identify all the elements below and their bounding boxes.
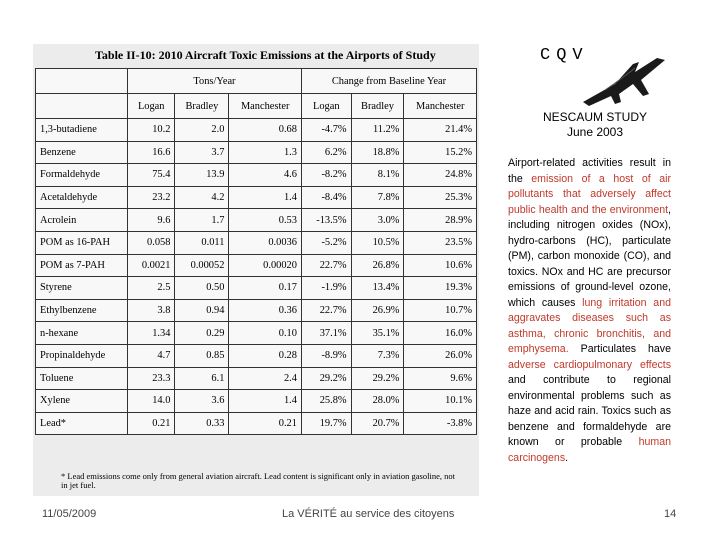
study-title bbox=[520, 110, 670, 140]
table-cell: 3.7 bbox=[175, 141, 229, 164]
table-cell: 3.6 bbox=[175, 390, 229, 413]
table-cell: 0.00020 bbox=[229, 254, 302, 277]
table-body bbox=[36, 119, 477, 435]
table-cell: 18.8% bbox=[351, 141, 404, 164]
table-cell: 26.8% bbox=[351, 254, 404, 277]
table-cell: 3.8 bbox=[128, 299, 175, 322]
pollutant-name: Propinaldehyde bbox=[36, 344, 128, 367]
table-cell: 7.3% bbox=[351, 344, 404, 367]
airplane-icon bbox=[575, 50, 670, 112]
table-cell: 0.68 bbox=[229, 119, 302, 142]
pollutant-name: Ethylbenzene bbox=[36, 299, 128, 322]
table-cell: -13.5% bbox=[301, 209, 351, 232]
table-cell: 0.0036 bbox=[229, 231, 302, 254]
page-number: 14 bbox=[664, 508, 677, 520]
table-row bbox=[36, 231, 477, 254]
pollutant-name: 1,3-butadiene bbox=[36, 119, 128, 142]
study-date: June 2003 bbox=[566, 125, 624, 139]
table-cell: -8.4% bbox=[301, 186, 351, 209]
desc-part-5: . bbox=[565, 451, 569, 464]
table-cell: 26.0% bbox=[404, 344, 477, 367]
table-cell: 0.21 bbox=[229, 412, 302, 435]
table-cell: 25.8% bbox=[301, 390, 351, 413]
table-cell: -4.7% bbox=[301, 119, 351, 142]
table-cell: 10.5% bbox=[351, 231, 404, 254]
table-cell: -1.9% bbox=[301, 277, 351, 300]
table-corner-cell bbox=[36, 69, 128, 94]
table-cell: 10.2 bbox=[128, 119, 175, 142]
table-cell: 25.3% bbox=[404, 186, 477, 209]
table-cell: 1.4 bbox=[229, 390, 302, 413]
table-cell: 0.29 bbox=[175, 322, 229, 345]
table-cell: 0.28 bbox=[229, 344, 302, 367]
table-cell: 21.4% bbox=[404, 119, 477, 142]
table-cell: 75.4 bbox=[128, 164, 175, 187]
table-cell: 4.6 bbox=[229, 164, 302, 187]
pollutant-name: Toluene bbox=[36, 367, 128, 390]
pollutant-name: Styrene bbox=[36, 277, 128, 300]
desc-part-2: , including nitrogen oxides (NOx), hydro-carbons (HC), particulate (PM), carbon monoxide (CO), and toxics. NOx and HC are precursor emissions of ground-level ozone, which causes bbox=[508, 203, 671, 309]
table-cell: 0.0021 bbox=[128, 254, 175, 277]
table-cell: 0.00052 bbox=[175, 254, 229, 277]
table-row bbox=[36, 412, 477, 435]
table-cell: 4.2 bbox=[175, 186, 229, 209]
table-cell: 1.3 bbox=[229, 141, 302, 164]
table-cell: 1.7 bbox=[175, 209, 229, 232]
pollutant-name: Benzene bbox=[36, 141, 128, 164]
cqv-logo bbox=[535, 42, 675, 112]
table-cell: 28.0% bbox=[351, 390, 404, 413]
table-cell: 0.10 bbox=[229, 322, 302, 345]
table-cell: 0.17 bbox=[229, 277, 302, 300]
table-cell: 10.1% bbox=[404, 390, 477, 413]
table-cell: -3.8% bbox=[404, 412, 477, 435]
table-title: Table II-10: 2010 Aircraft Toxic Emissions at the Airports of Study bbox=[95, 48, 436, 62]
table-row bbox=[36, 119, 477, 142]
table-row bbox=[36, 209, 477, 232]
desc-highlight-2: lung irritation and aggravates diseases such as asthma, chronic bronchitis, and emphysema. bbox=[508, 296, 671, 355]
pollutant-name: Acrolein bbox=[36, 209, 128, 232]
pollutant-name: Xylene bbox=[36, 390, 128, 413]
column-header: Manchester bbox=[404, 94, 477, 119]
table-cell: -8.9% bbox=[301, 344, 351, 367]
logo-text: CQV bbox=[540, 46, 589, 65]
pollutant-name: Lead* bbox=[36, 412, 128, 435]
desc-part-3: Particulates have bbox=[568, 343, 671, 355]
table-cell: -5.2% bbox=[301, 231, 351, 254]
table-cell: 13.9 bbox=[175, 164, 229, 187]
table-cell: 0.94 bbox=[175, 299, 229, 322]
table-cell: 37.1% bbox=[301, 322, 351, 345]
footer-center-text: La VÉRITÉ au service des citoyens bbox=[282, 508, 455, 520]
description-paragraph bbox=[508, 156, 671, 466]
table-cell: 10.7% bbox=[404, 299, 477, 322]
table-cell: 23.5% bbox=[404, 231, 477, 254]
desc-highlight-4: human carcinogens bbox=[508, 436, 671, 464]
table-cell: 0.21 bbox=[128, 412, 175, 435]
desc-highlight-3: adverse cardiopulmonary effects bbox=[508, 358, 671, 371]
table-cell: 0.50 bbox=[175, 277, 229, 300]
table-footnote: * Lead emissions come only from general aviation aircraft. Lead content is significant only in aviation gasoline, not in jet fuel. bbox=[61, 471, 455, 490]
table-row bbox=[36, 254, 477, 277]
table-cell: 2.4 bbox=[229, 367, 302, 390]
table-row bbox=[36, 277, 477, 300]
table-cell: 2.0 bbox=[175, 119, 229, 142]
table-cell: 6.1 bbox=[175, 367, 229, 390]
table-row bbox=[36, 390, 477, 413]
table-cell: 1.4 bbox=[229, 186, 302, 209]
column-header: Logan bbox=[128, 94, 175, 119]
table-row bbox=[36, 322, 477, 345]
pollutant-name: Acetaldehyde bbox=[36, 186, 128, 209]
table-cell: 0.33 bbox=[175, 412, 229, 435]
table-cell: 1.34 bbox=[128, 322, 175, 345]
table-cell: 0.058 bbox=[128, 231, 175, 254]
table-cell: 19.3% bbox=[404, 277, 477, 300]
table-cell: 23.3 bbox=[128, 367, 175, 390]
table-cell: 29.2% bbox=[301, 367, 351, 390]
table-cell: 7.8% bbox=[351, 186, 404, 209]
pollutant-name: n-hexane bbox=[36, 322, 128, 345]
table-cell: 2.5 bbox=[128, 277, 175, 300]
table-cell: 0.53 bbox=[229, 209, 302, 232]
table-cell: 16.6 bbox=[128, 141, 175, 164]
table-row bbox=[36, 299, 477, 322]
footer-date: 11/05/2009 bbox=[42, 508, 97, 520]
table-cell: 0.85 bbox=[175, 344, 229, 367]
desc-highlight-1: emission of a host of air pollutants that adversely affect public health and the environment bbox=[508, 172, 671, 216]
table-cell: 3.0% bbox=[351, 209, 404, 232]
table-cell: 15.2% bbox=[404, 141, 477, 164]
emissions-table-figure bbox=[33, 44, 479, 496]
pollutant-name: POM as 16-PAH bbox=[36, 231, 128, 254]
table-cell: 0.36 bbox=[229, 299, 302, 322]
table-row bbox=[36, 141, 477, 164]
table-cell: 16.0% bbox=[404, 322, 477, 345]
table-cell: 26.9% bbox=[351, 299, 404, 322]
table-cell: 20.7% bbox=[351, 412, 404, 435]
table-row bbox=[36, 344, 477, 367]
table-cell: 11.2% bbox=[351, 119, 404, 142]
desc-part-4: and contribute to regional environmental problems such as haze and acid rain. Toxics such as benzene and formaldehyde are known or probable bbox=[508, 374, 671, 448]
table-cell: 8.1% bbox=[351, 164, 404, 187]
table-cell: 23.2 bbox=[128, 186, 175, 209]
table-row bbox=[36, 367, 477, 390]
table-cell: 19.7% bbox=[301, 412, 351, 435]
column-header-blank bbox=[36, 94, 128, 119]
table-cell: 9.6% bbox=[404, 367, 477, 390]
table-cell: 24.8% bbox=[404, 164, 477, 187]
group-header-change: Change from Baseline Year bbox=[301, 69, 476, 94]
table-cell: 14.0 bbox=[128, 390, 175, 413]
table-cell: 35.1% bbox=[351, 322, 404, 345]
table-cell: 28.9% bbox=[404, 209, 477, 232]
column-header: Bradley bbox=[351, 94, 404, 119]
table-cell: 13.4% bbox=[351, 277, 404, 300]
table-cell: 29.2% bbox=[351, 367, 404, 390]
table-row bbox=[36, 164, 477, 187]
pollutant-name: Formaldehyde bbox=[36, 164, 128, 187]
table-cell: 22.7% bbox=[301, 254, 351, 277]
table-cell: 9.6 bbox=[128, 209, 175, 232]
column-header: Logan bbox=[301, 94, 351, 119]
table-cell: 10.6% bbox=[404, 254, 477, 277]
emissions-table bbox=[35, 68, 477, 435]
desc-part-1: Airport-related activities result in the bbox=[508, 157, 671, 185]
table-cell: 0.011 bbox=[175, 231, 229, 254]
table-cell: -8.2% bbox=[301, 164, 351, 187]
table-cell: 22.7% bbox=[301, 299, 351, 322]
column-header: Bradley bbox=[175, 94, 229, 119]
table-cell: 6.2% bbox=[301, 141, 351, 164]
column-header: Manchester bbox=[229, 94, 302, 119]
study-name: NESCAUM STUDY bbox=[542, 110, 647, 124]
table-row bbox=[36, 186, 477, 209]
group-header-tons: Tons/Year bbox=[128, 69, 302, 94]
table-cell: 4.7 bbox=[128, 344, 175, 367]
column-header-row bbox=[36, 94, 477, 119]
pollutant-name: POM as 7-PAH bbox=[36, 254, 128, 277]
